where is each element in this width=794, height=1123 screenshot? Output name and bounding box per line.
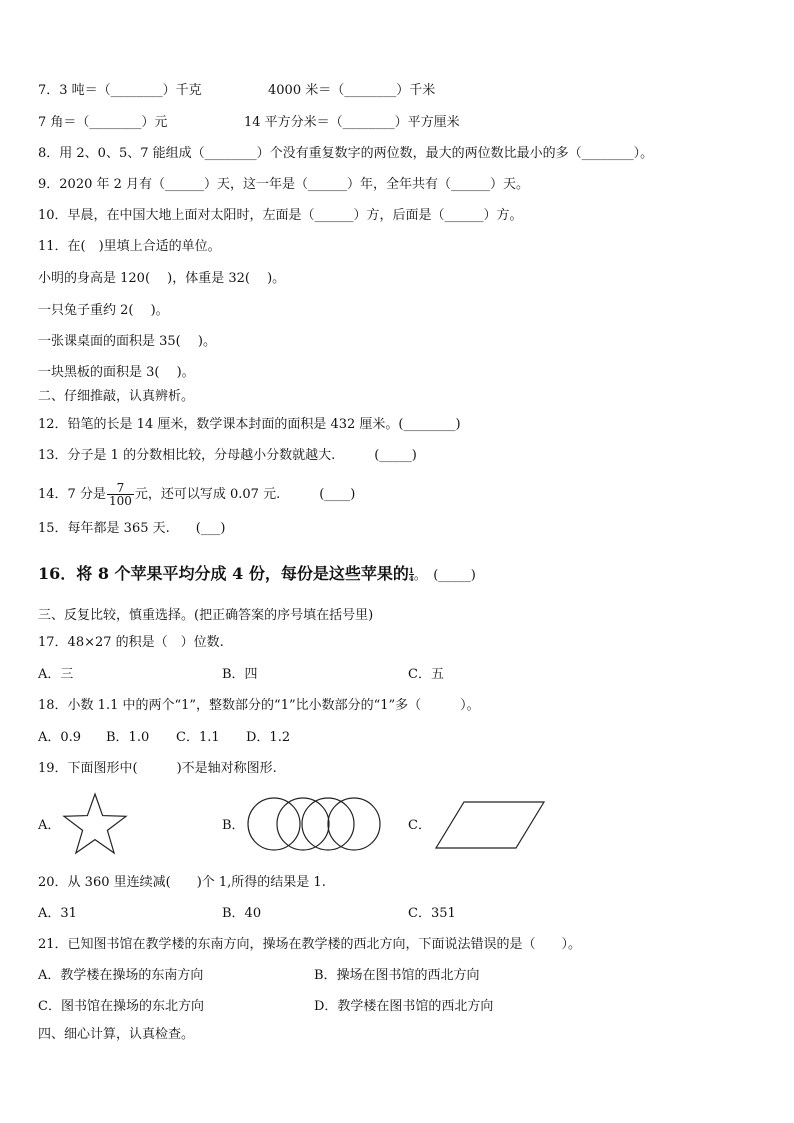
q18-option-b[interactable]: B．1.0 — [106, 730, 150, 745]
four-rings-shape — [244, 796, 384, 852]
q20-option-c[interactable]: C．351 — [408, 906, 456, 921]
q17-option-b[interactable]: B．四 — [222, 667, 258, 682]
q21-option-c[interactable]: C．图书馆在操场的东北方向 — [38, 999, 204, 1014]
question-11-line2: 一只兔子重约 2( )。 — [38, 303, 169, 318]
q17-option-c[interactable]: C．五 — [408, 667, 444, 682]
parallelogram-shape — [434, 800, 546, 850]
q18-option-c[interactable]: C．1.1 — [176, 730, 220, 745]
star-shape — [62, 792, 128, 856]
question-14-suffix: 元，还可以写成 0.07 元. (____) — [134, 487, 356, 502]
question-16-prefix: 16．将 8 个苹果平均分成 4 份，每份是这些苹果的 — [38, 564, 409, 583]
question-11-stem: 11．在( )里填上合适的单位。 — [38, 239, 221, 254]
section-4-heading: 四、细心计算，认真检查。 — [38, 1027, 195, 1042]
q21-option-d[interactable]: D．教学楼在图书馆的西北方向 — [314, 999, 494, 1014]
q18-option-a[interactable]: A．0.9 — [38, 730, 82, 745]
q7-d: 14 平方分米＝（________）平方厘米 — [244, 115, 460, 130]
q19-option-c[interactable]: C． — [408, 818, 431, 833]
q17-option-a[interactable]: A．三 — [38, 667, 74, 682]
q21-option-a[interactable]: A．教学楼在操场的东南方向 — [38, 968, 204, 983]
q20-option-b[interactable]: B．40 — [222, 906, 262, 921]
question-11-line4: 一块黑板的面积是 3( )。 — [38, 365, 195, 380]
question-11-line3: 一张课桌面的面积是 35( )。 — [38, 334, 216, 349]
question-19-stem: 19．下面图形中( )不是轴对称图形. — [38, 761, 277, 776]
q20-option-a[interactable]: A．31 — [38, 906, 77, 921]
question-21-stem: 21．已知图书馆在教学楼的东南方向，操场在教学楼的西北方向，下面说法错误的是（ ）。 — [38, 937, 582, 952]
question-15: 15．每年都是 365 天. (___) — [38, 521, 226, 536]
question-17-stem: 17．48×27 的积是（ ）位数. — [38, 635, 224, 650]
q18-option-d[interactable]: D．1.2 — [246, 730, 291, 745]
section-3-heading: 三、反复比较，慎重选择。(把正确答案的序号填在括号里) — [38, 608, 374, 623]
q7-b: 4000 米＝（________）千米 — [268, 83, 436, 98]
question-14-prefix: 14．7 分是 — [38, 487, 106, 502]
fraction-7-100 — [107, 482, 134, 507]
fraction-numerator: 1 — [408, 566, 414, 575]
q7-c: 7 角＝（________）元 — [38, 115, 168, 130]
q19-option-a[interactable]: A． — [38, 818, 61, 833]
question-13: 13．分子是 1 的分数相比较，分母越小分数就越大. (_____) — [38, 448, 417, 463]
fraction-denominator: 4 — [408, 574, 414, 583]
question-18-stem: 18．小数 1.1 中的两个“1”，整数部分的“1”比小数部分的“1”多（ ）。 — [38, 698, 480, 713]
question-8: 8．用 2、0、5、7 能组成（________）个没有重复数字的两位数，最大的两位数比最小的多（________）。 — [38, 146, 654, 161]
question-16-suffix: 。 (_____) — [413, 568, 476, 583]
question-14 — [38, 482, 355, 507]
question-16 — [38, 563, 476, 587]
q21-option-b[interactable]: B．操场在图书馆的西北方向 — [314, 968, 480, 983]
question-10: 10．早晨，在中国大地上面对太阳时，左面是（______）方，后面是（______）方。 — [38, 208, 523, 223]
question-9: 9．2020 年 2 月有（______）天，这一年是（______）年，全年共有（______）天。 — [38, 177, 530, 192]
fraction-numerator: 7 — [107, 482, 134, 495]
section-2-heading: 二、仔细推敲，认真辨析。 — [38, 389, 195, 404]
fraction-denominator: 100 — [108, 494, 132, 508]
question-11-line1: 小明的身高是 120( )，体重是 32( )。 — [38, 271, 286, 286]
question-20-stem: 20．从 360 里连续减( )个 1,所得的结果是 1. — [38, 875, 326, 890]
question-12: 12．铅笔的长是 14 厘米，数学课本封面的面积是 432 厘米。(________) — [38, 417, 461, 432]
q7-a: 7．3 吨＝（________）千克 — [38, 83, 202, 98]
q19-option-b[interactable]: B． — [222, 818, 245, 833]
